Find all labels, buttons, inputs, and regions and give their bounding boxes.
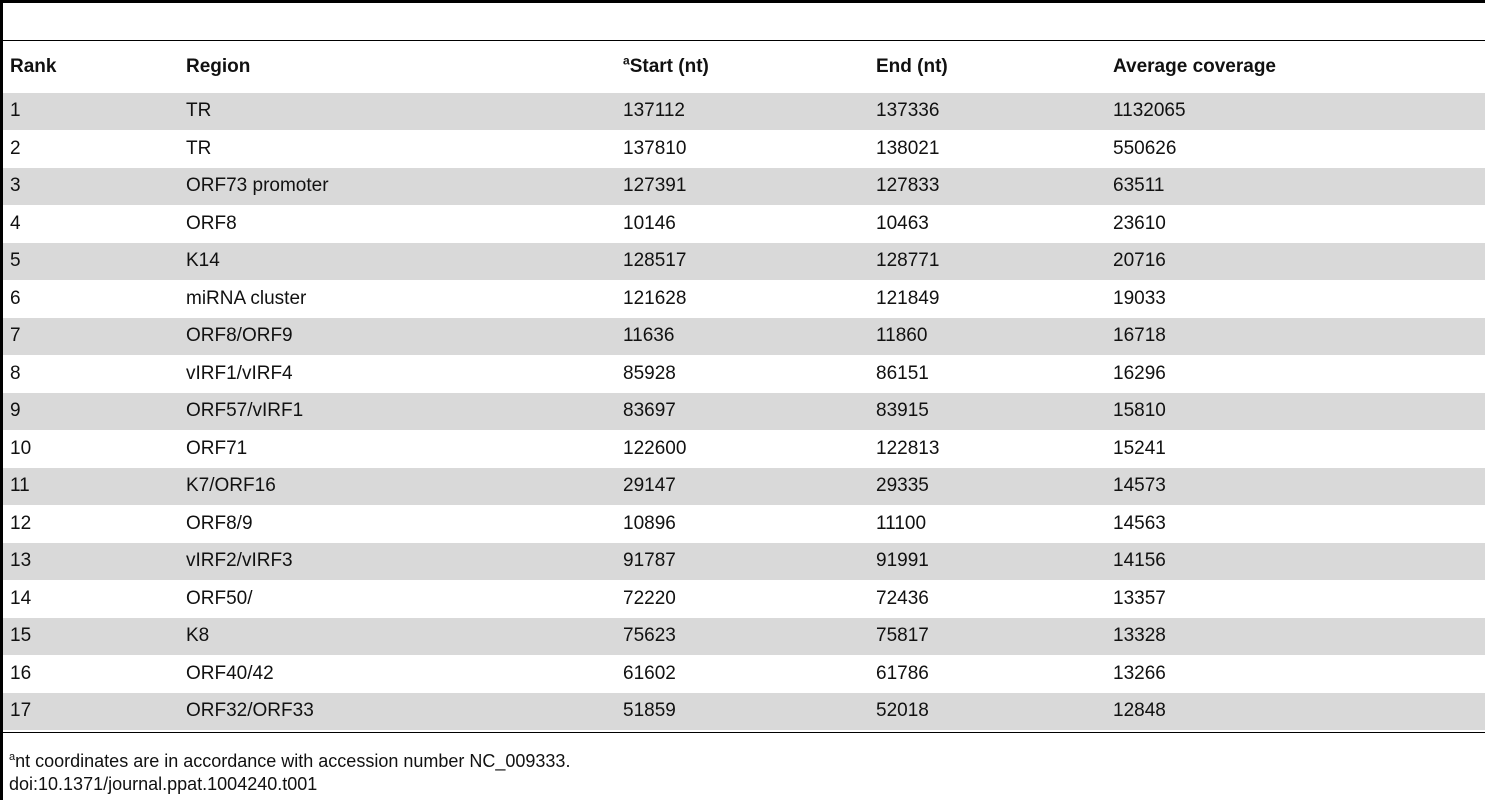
header-average-coverage: Average coverage — [1113, 55, 1277, 77]
table-footnote — [9, 751, 570, 772]
cell-region: ORF8/ORF9 — [186, 325, 293, 347]
cell-rank: 10 — [10, 437, 32, 459]
cell-end: 29335 — [876, 475, 929, 497]
cell-rank: 1 — [10, 100, 21, 122]
table-bottom-rule — [3, 732, 1485, 733]
cell-end: 86151 — [876, 362, 929, 384]
cell-average-coverage: 20716 — [1113, 250, 1166, 272]
cell-average-coverage: 19033 — [1113, 287, 1166, 309]
header-row — [3, 41, 1485, 93]
cell-region: ORF8/9 — [186, 512, 253, 534]
table-row — [3, 243, 1485, 281]
cell-rank: 12 — [10, 512, 32, 534]
table-row — [3, 393, 1485, 431]
cell-rank: 14 — [10, 587, 32, 609]
table-row — [3, 505, 1485, 543]
cell-end: 127833 — [876, 175, 940, 197]
cell-region: ORF32/ORF33 — [186, 700, 314, 722]
coverage-table-container — [3, 40, 1485, 730]
cell-end: 122813 — [876, 437, 940, 459]
cell-rank: 7 — [10, 325, 21, 347]
header-start-footnote-marker: a — [623, 53, 630, 68]
cell-region: ORF71 — [186, 437, 248, 459]
cell-region: vIRF1/vIRF4 — [186, 362, 293, 384]
cell-region: ORF57/vIRF1 — [186, 400, 304, 422]
table-row — [3, 318, 1485, 356]
cell-end: 75817 — [876, 625, 929, 647]
cell-rank: 2 — [10, 137, 21, 159]
table-row — [3, 93, 1485, 131]
table-row — [3, 355, 1485, 393]
cell-start: 137112 — [623, 100, 685, 122]
cell-rank: 16 — [10, 662, 32, 684]
cell-rank: 4 — [10, 212, 21, 234]
cell-start: 72220 — [623, 587, 676, 609]
table-row — [3, 130, 1485, 168]
cell-start: 128517 — [623, 250, 687, 272]
cell-average-coverage: 14563 — [1113, 512, 1166, 534]
cell-region: ORF73 promoter — [186, 175, 329, 197]
doi-reference: doi:10.1371/journal.ppat.1004240.t001 — [9, 774, 318, 794]
cell-average-coverage: 550626 — [1113, 137, 1177, 159]
cell-rank: 6 — [10, 287, 21, 309]
cell-average-coverage: 23610 — [1113, 212, 1166, 234]
table-row — [3, 468, 1485, 506]
table-row — [3, 543, 1485, 581]
table-row — [3, 168, 1485, 206]
cell-region: TR — [186, 100, 212, 122]
cell-region: K14 — [186, 250, 220, 272]
cell-average-coverage: 13328 — [1113, 625, 1166, 647]
cell-region: ORF40/42 — [186, 662, 274, 684]
cell-average-coverage: 16718 — [1113, 325, 1166, 347]
cell-start: 121628 — [623, 287, 687, 309]
cell-rank: 17 — [10, 700, 32, 722]
cell-region: ORF8 — [186, 212, 237, 234]
cell-rank: 3 — [10, 175, 21, 197]
cell-region: vIRF2/vIRF3 — [186, 550, 293, 572]
cell-start: 10146 — [623, 212, 676, 234]
cell-average-coverage: 63511 — [1113, 175, 1165, 197]
cell-start: 75623 — [623, 625, 676, 647]
cell-region: miRNA cluster — [186, 287, 307, 309]
table-row — [3, 693, 1485, 731]
cell-rank: 9 — [10, 400, 21, 422]
table-row — [3, 280, 1485, 318]
cell-end: 61786 — [876, 662, 929, 684]
cell-end: 72436 — [876, 587, 929, 609]
cell-start: 83697 — [623, 400, 676, 422]
cell-start: 91787 — [623, 550, 676, 572]
table-row — [3, 205, 1485, 243]
cell-end: 91991 — [876, 550, 929, 572]
cell-end: 137336 — [876, 100, 940, 122]
header-rank: Rank — [10, 55, 57, 77]
cell-end: 83915 — [876, 400, 929, 422]
cell-average-coverage: 16296 — [1113, 362, 1166, 384]
header-end: End (nt) — [876, 55, 948, 77]
cell-average-coverage: 12848 — [1113, 700, 1166, 722]
header-start-label: Start (nt) — [629, 55, 709, 77]
cell-rank: 5 — [10, 250, 21, 272]
cell-start: 127391 — [623, 175, 687, 197]
table-row — [3, 580, 1485, 618]
cell-start: 61602 — [623, 662, 676, 684]
footnote-text: nt coordinates are in accordance with accession number NC_009333. — [15, 751, 571, 771]
cell-rank: 13 — [10, 550, 32, 572]
cell-end: 52018 — [876, 700, 929, 722]
cell-region: ORF50/ — [186, 587, 253, 609]
header-region: Region — [186, 55, 251, 77]
cell-average-coverage: 13357 — [1113, 587, 1166, 609]
table-row — [3, 655, 1485, 693]
cell-rank: 15 — [10, 625, 32, 647]
cell-average-coverage: 15810 — [1113, 400, 1166, 422]
cell-region: K8 — [186, 625, 210, 647]
cell-end: 11100 — [876, 512, 927, 534]
cell-start: 85928 — [623, 362, 676, 384]
cell-end: 11860 — [876, 325, 928, 347]
cell-average-coverage: 1132065 — [1113, 100, 1186, 122]
table-body — [3, 93, 1485, 731]
cell-end: 10463 — [876, 212, 929, 234]
table-row — [3, 618, 1485, 656]
cell-end: 121849 — [876, 287, 940, 309]
cell-start: 11636 — [623, 325, 675, 347]
cell-rank: 8 — [10, 362, 21, 384]
cell-average-coverage: 14573 — [1113, 475, 1166, 497]
cell-start: 122600 — [623, 437, 687, 459]
cell-start: 29147 — [623, 475, 676, 497]
cell-region: TR — [186, 137, 212, 159]
cell-start: 137810 — [623, 137, 687, 159]
cell-start: 10896 — [623, 512, 676, 534]
table-row — [3, 430, 1485, 468]
cell-average-coverage: 15241 — [1113, 437, 1166, 459]
top-border-rule — [0, 0, 1485, 3]
header-start — [616, 41, 869, 93]
cell-end: 128771 — [876, 250, 940, 272]
cell-region: K7/ORF16 — [186, 475, 276, 497]
footnote-marker: a — [9, 751, 16, 763]
cell-rank: 11 — [10, 475, 30, 497]
coverage-table — [3, 40, 1485, 730]
table-header — [3, 41, 1485, 93]
cell-average-coverage: 14156 — [1113, 550, 1166, 572]
cell-average-coverage: 13266 — [1113, 662, 1166, 684]
cell-start: 51859 — [623, 700, 676, 722]
cell-end: 138021 — [876, 137, 940, 159]
